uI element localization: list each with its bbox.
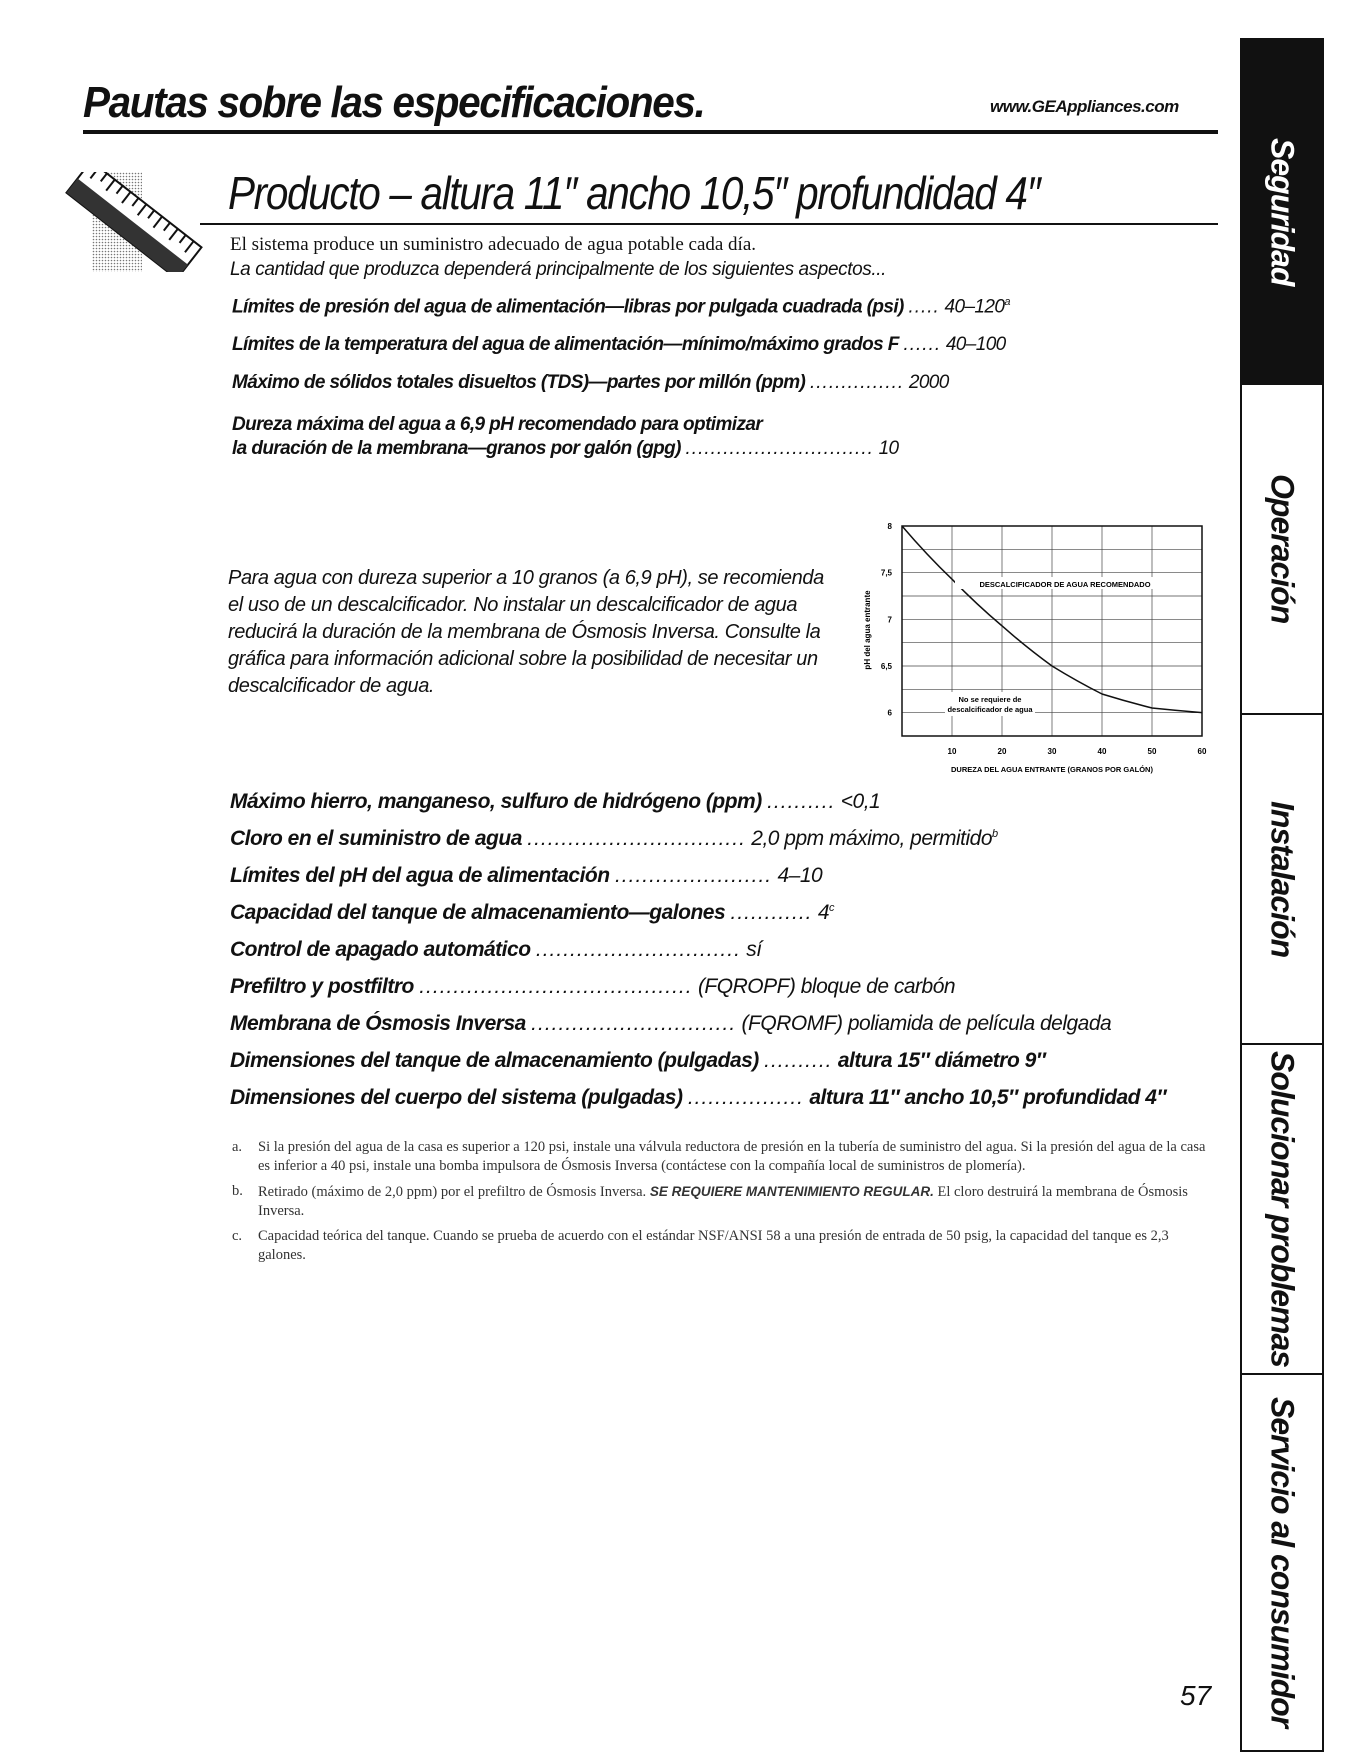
spec-value: <0,1 [840,790,881,813]
spec-leader: .............................. [685,438,874,459]
tab-label: Servicio al consumidor [1264,1397,1301,1728]
spec-label: Cloro en el suministro de agua [230,827,522,850]
spec-note: b [992,828,998,840]
spec-row-system-dimensions [230,1086,1166,1110]
intro-subtext: La cantidad que produzca dependerá principalmente de los siguientes aspectos... [230,259,887,280]
x-axis-label: DUREZA DEL AGUA ENTRANTE (GRANOS POR GALÓN) [951,765,1153,774]
tab-seguridad[interactable] [1242,38,1322,383]
spec-leader: ........................................ [419,975,693,998]
spec-value: sí [746,938,762,961]
page-title: Pautas sobre las especificaciones. [83,78,705,127]
x-tick-label: 20 [997,747,1007,756]
spec-label: Dureza máxima del agua a 6,9 pH recomendado para optimizar [232,414,763,435]
spec-row-ph [230,864,822,888]
spec-label: Membrana de Ósmosis Inversa [230,1012,526,1035]
spec-value: altura 11″ ancho 10,5″ profundidad 4″ [809,1086,1167,1109]
site-url[interactable]: www.GEAppliances.com [990,97,1179,116]
spec-leader: ................................ [527,827,746,850]
spec-label: Prefiltro y postfiltro [230,975,414,998]
spec-value: 4–10 [777,864,823,887]
spec-label: Control de apagado automático [230,938,531,961]
spec-leader: .......... [764,1049,833,1072]
spec-value: (FQROPF) bloque de carbón [697,975,956,998]
footnote-emphasis: SE REQUIERE MANTENIMIENTO REGULAR. [649,1184,934,1199]
footnote-text: Si la presión del agua de la casa es superior a 120 psi, instale una válvula reductora de presión en la tubería de suministro del agua. Si la presión del agua de la casa es inferior a 40 psi, instale una bomba impulsora de Ósmosis Inversa (contáctese con la compañía local de suministros de plomería). [258,1139,1206,1174]
tab-label: Instalación [1264,800,1301,958]
footnote-text-after: El cloro destruirá la membrana de Ósmosis Inversa. [258,1184,1188,1219]
spec-label: Capacidad del tanque de almacenamiento—galones [230,901,726,924]
y-tick-label: 7,5 [880,568,892,578]
spec-row-tds [232,372,949,394]
side-tabs [1240,38,1324,1752]
product-title: Producto – altura 11″ ancho 10,5″ profundidad 4″ [228,167,1040,219]
spec-label: Dimensiones del cuerpo del sistema (pulgadas) [230,1086,683,1109]
spec-row-pressure [232,296,1010,318]
spec-leader: .............................. [531,1012,737,1035]
spec-row-hardness-line1 [232,414,762,436]
footnote-letter: b. [232,1183,243,1199]
y-tick-label: 7 [887,615,892,625]
x-tick-label: 50 [1147,747,1157,756]
y-axis-label: pH del agua entrante [863,590,872,670]
spec-label: Límites del pH del agua de alimentación [230,864,610,887]
tab-operacion[interactable] [1242,383,1322,713]
footnote-letter: a. [232,1139,243,1155]
hardness-chart [840,510,1220,780]
tab-label: Seguridad [1264,137,1301,286]
intro-text: El sistema produce un suministro adecuado de agua potable cada día. [230,234,757,255]
spec-value: 40–100 [945,334,1006,355]
tab-solucionar-problemas[interactable] [1242,1043,1322,1373]
hardness-paragraph: Para agua con dureza superior a 10 granos (a 6,9 pH), se recomienda el uso de un descalcificador. No instalar un descalcificador de agua reducirá la duración de la membrana de Ósmosis Inversa. Consulte la gráfica para información adicional sobre la posibilidad de necesitar un descalcificador de agua. [228,567,824,697]
spec-label: Máximo hierro, manganeso, sulfuro de hidrógeno (ppm) [230,790,762,813]
annotation-no-softener-1: No se requiere de [958,695,1022,704]
annotation-softener-recommended: DESCALCIFICADOR DE AGUA RECOMENDADO [979,580,1151,589]
spec-label: la duración de la membrana—granos por galón (gpg) [232,438,681,459]
spec-leader: ............ [730,901,813,924]
spec-value: 4 [817,901,830,924]
spec-leader: ............... [809,372,905,393]
spec-row-iron [230,790,880,814]
x-tick-labels [948,747,1207,756]
spec-label: Máximo de sólidos totales disueltos (TDS)—partes por millón (ppm) [232,372,806,393]
spec-row-membrane [230,1012,1111,1036]
footnote-text-before: Retirado (máximo de 2,0 ppm) por el prefiltro de Ósmosis Inversa. [258,1184,650,1200]
header-rule [83,130,1218,134]
footnote-a [232,1138,1212,1176]
tab-label: Operación [1264,474,1301,624]
spec-row-chlorine [230,827,998,851]
spec-row-tank-dimensions [230,1049,1045,1073]
footnote-b [232,1182,1212,1221]
spec-value: 10 [878,438,899,459]
y-tick-label: 8 [887,522,892,531]
spec-leader: ................. [687,1086,804,1109]
spec-note: a [1004,296,1010,308]
y-tick-labels [881,522,893,718]
footnotes [232,1138,1212,1271]
spec-note: c [829,902,835,914]
spec-label: Límites de la temperatura del agua de alimentación—mínimo/máximo grados F [232,334,899,355]
spec-leader: .............................. [535,938,741,961]
y-tick-label: 6,5 [880,662,892,671]
spec-value: 40–120 [944,296,1005,318]
spec-leader: .......... [767,790,836,813]
footnote-c [232,1227,1212,1265]
spec-leader: ...... [903,334,942,355]
spec-row-auto-shutoff [230,938,762,962]
pressure-gauge-icon [62,172,207,272]
x-tick-label: 30 [1047,747,1057,756]
tab-instalacion[interactable] [1242,713,1322,1043]
x-tick-label: 40 [1097,747,1107,756]
spec-value: 2000 [908,372,949,393]
spec-label: Dimensiones del tanque de almacenamiento (pulgadas) [230,1049,759,1072]
tab-label: Solucionar problemas [1264,1050,1301,1368]
footnote-text: Capacidad teórica del tanque. Cuando se prueba de acuerdo con el estándar NSF/ANSI 58 a una presión de entrada de 50 psig, la capacidad del tanque es 2,3 galones. [258,1228,1169,1263]
spec-value: (FQROMF) poliamida de película delgada [741,1012,1112,1035]
page-number: 57 [1180,1680,1212,1711]
footnote-letter: c. [232,1228,243,1244]
spec-value: 2,0 ppm máximo, permitido [751,827,993,850]
tab-servicio-al-consumidor[interactable] [1242,1373,1322,1750]
spec-leader: ..... [908,296,940,318]
product-rule [200,223,1218,225]
x-tick-label: 10 [947,747,957,756]
annotation-no-softener-2: descalcificador de agua [947,705,1033,714]
y-tick-label: 6 [887,708,892,718]
spec-row-filters [230,975,955,999]
spec-label: Límites de presión del agua de alimentación—libras por pulgada cuadrada (psi) [232,296,904,318]
x-tick-label: 60 [1197,747,1207,756]
spec-row-temperature [232,334,1006,356]
spec-row-tank-capacity [230,901,834,925]
spec-value: altura 15″ diámetro 9″ [837,1049,1046,1072]
footnote-text [258,1182,1212,1221]
spec-leader: ....................... [614,864,773,887]
spec-row-hardness-line2 [232,438,899,460]
